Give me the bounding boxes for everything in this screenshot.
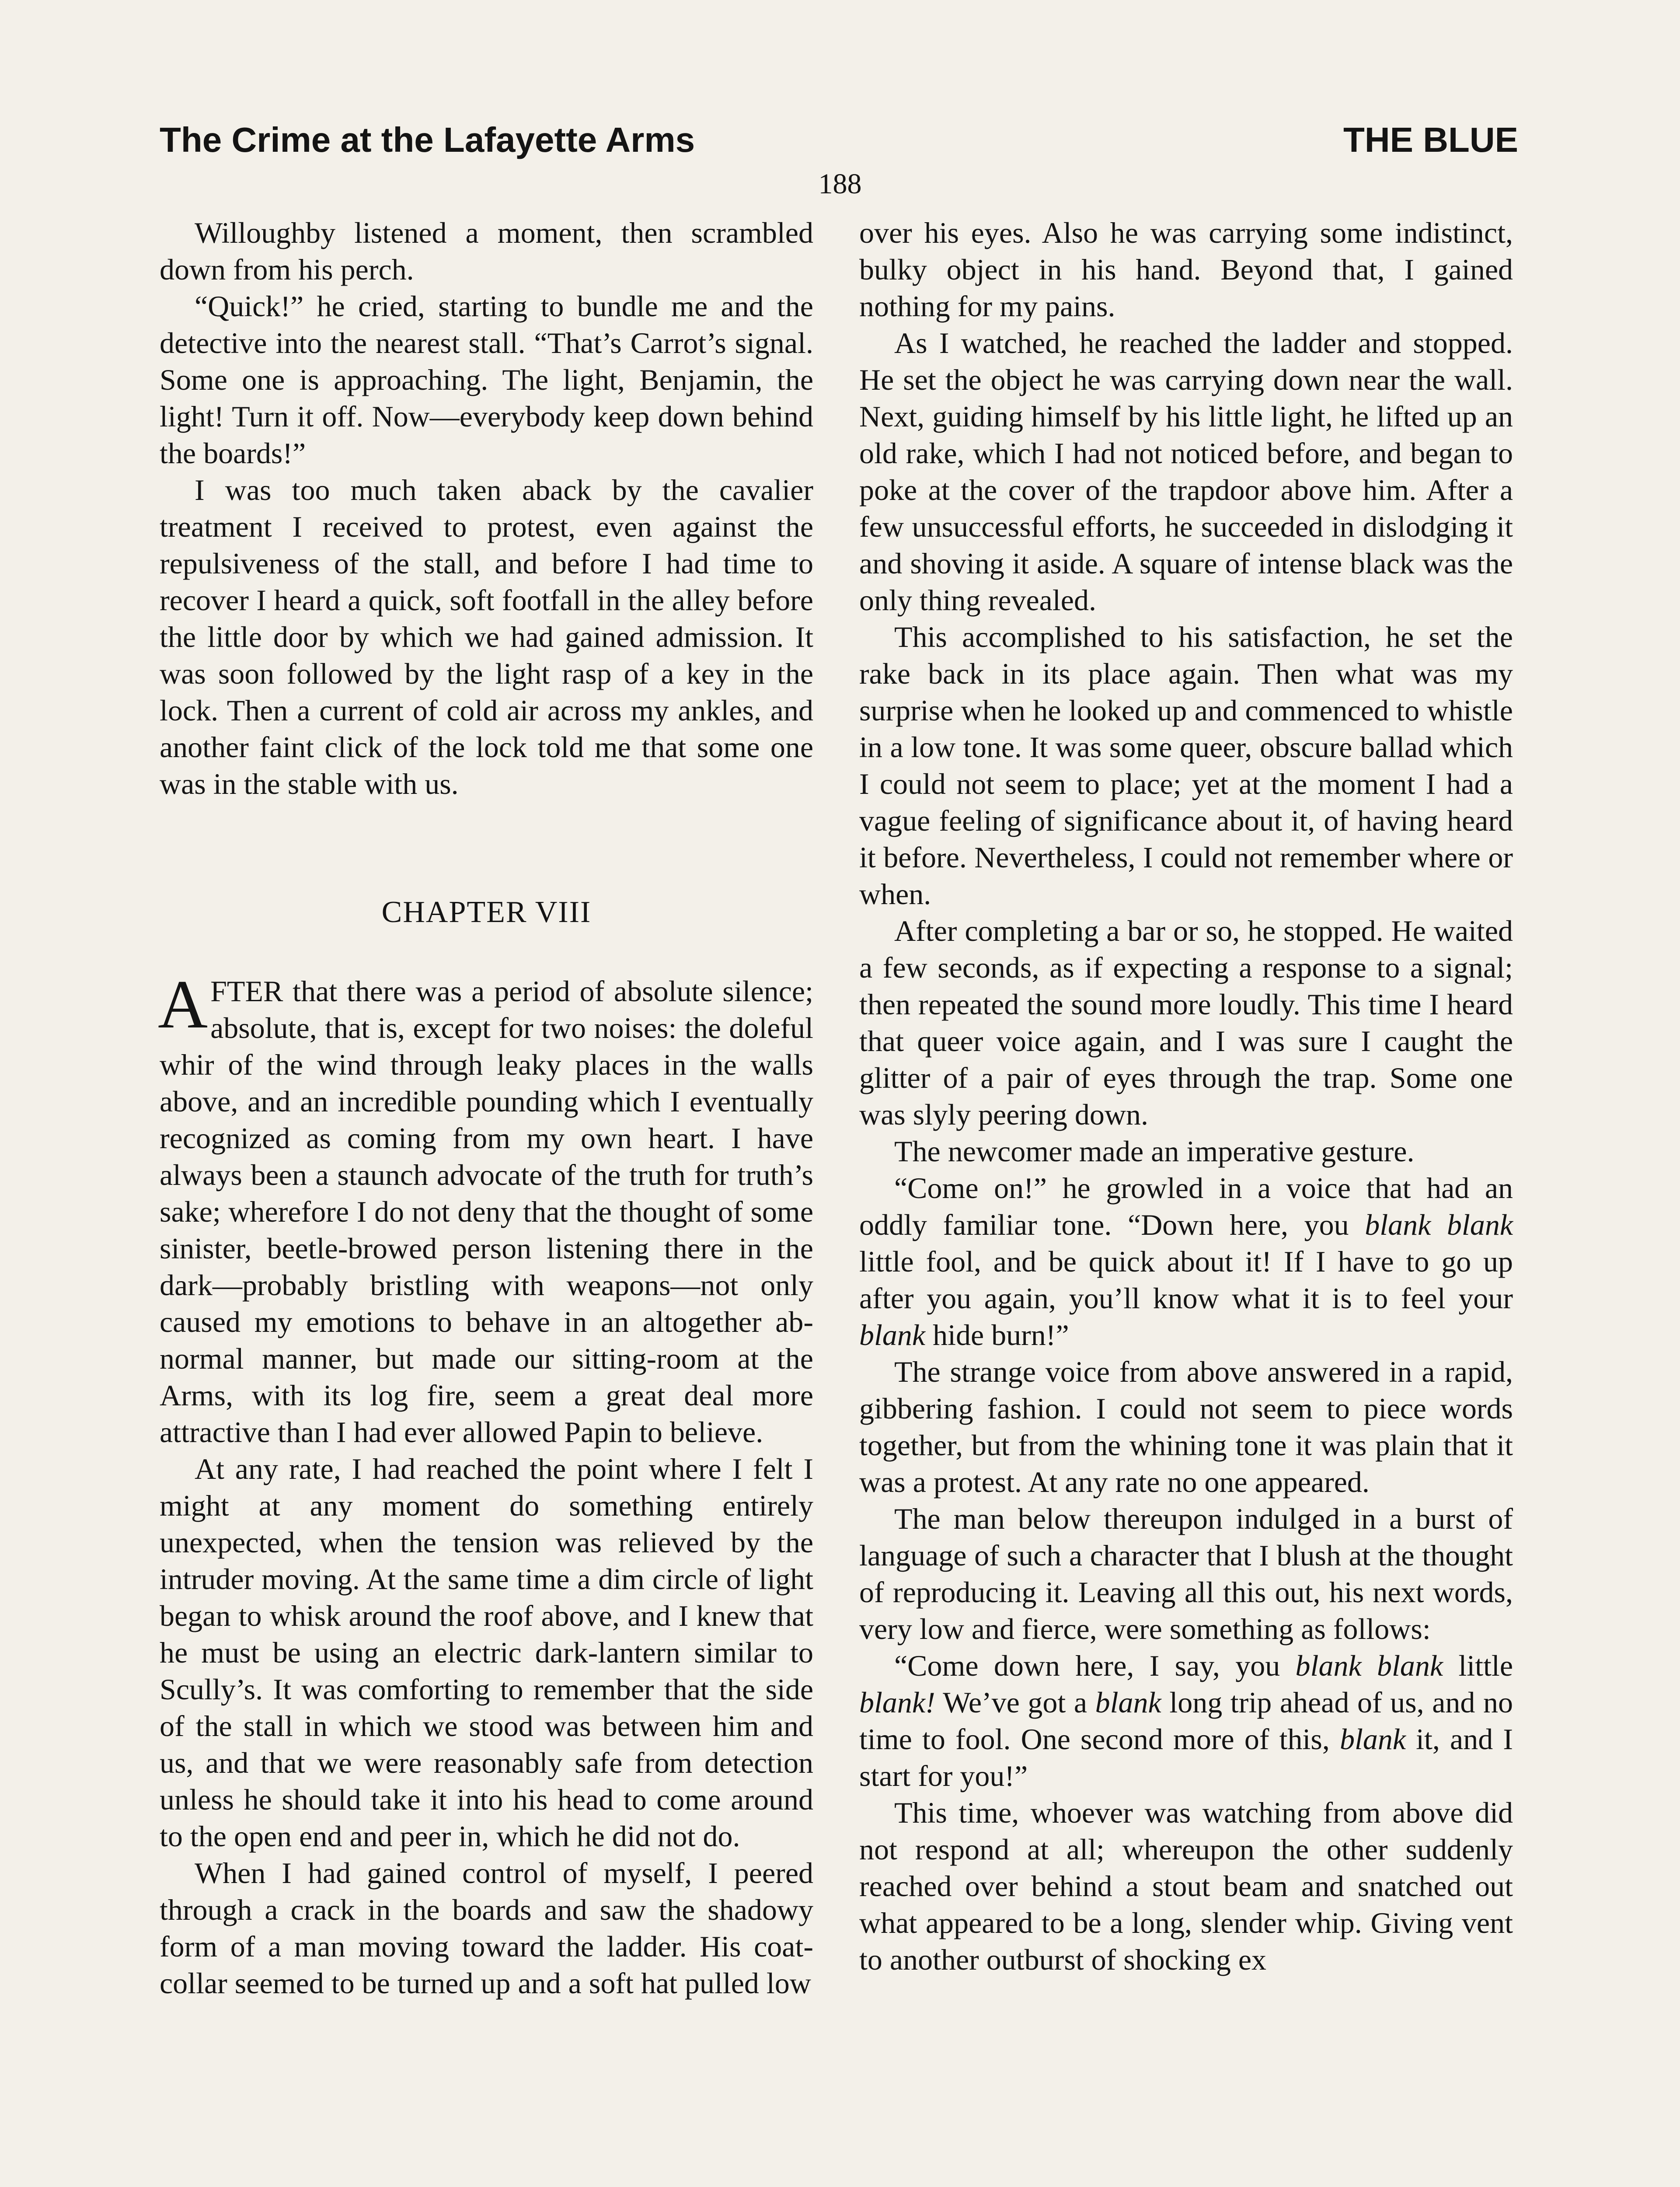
text-run: “Come on!” he growled in a voice that had an oddly familiar tone. “Down here, you xyxy=(859,1171,1513,1241)
drop-cap: A xyxy=(158,966,208,1043)
right-column xyxy=(859,214,1513,1978)
paragraph-text: FTER that there was a period of absolute silence; absolute, that is, except for two noises: the doleful whir of the wind through leaky places in the walls above, and an incredible pounding which I eventually recognized as coming from my own heart. I have always been a staunch advocate of the truth for truth’s sake; wherefore I do not deny that the thought of some sinister, beetle-browed person listening there in the dark—probably bristling with weapons—not only caused my emotions to behave in an altogether abnormal manner, but made our sitting-room at the Arms, with its log fire, seem a great deal more attractive than I had ever allowed Papin to believe. xyxy=(160,975,813,1449)
paragraph: As I watched, he reached the ladder and stopped. He set the object he was carrying down near the wall. Next, guiding himself by his little light, he lifted up an old rake, which I had not noticed before, and began to poke at the cover of the trapdoor above him. After a few unsuccessful efforts, he succeeded in dislodging it and shoving it aside. A square of intense black was the only thing revealed. xyxy=(859,326,1513,617)
chapter-opening-paragraph xyxy=(158,966,813,1450)
text-run: little xyxy=(1443,1649,1513,1682)
text-run: We’ve got a xyxy=(935,1686,1095,1719)
left-column xyxy=(160,214,813,2002)
text-run: “Come down here, I say, you xyxy=(894,1649,1296,1682)
paragraph: The man below thereupon indulged in a burst of language of such a character that I blush at the thought of reproducing it. Leaving all this out, his next words, very low and fierce, were something as follows: xyxy=(859,1502,1513,1645)
paragraph: over his eyes. Also he was carrying some indistinct, bulky object in his hand. Beyond that, I gained nothing for my pains. xyxy=(859,216,1513,323)
paragraph: The strange voice from above answered in a rapid, gibbering fashion. I could not seem to piece words together, but from the whining tone it was plain that it was a protest. At any rate no one appeared. xyxy=(859,1355,1513,1499)
paragraph xyxy=(859,1647,1513,1794)
paragraph: I was too much taken aback by the cavalier treatment I received to protest, even against the repulsiveness of the stall, and before I had time to recover I heard a quick, soft footfall in the alley before the little door by which we had gained admission. It was soon followed by the light rasp of a key in the lock. Then a current of cold air across my ankles, and another faint click of the lock told me that some one was in the stable with us. xyxy=(160,473,813,800)
paragraph: When I had gained control of myself, I peered through a crack in the boards and saw the shadowy form of a man moving toward the ladder. His coat-collar seemed to be turned up and a soft hat pulled low xyxy=(160,1856,813,2000)
italic-text: blank xyxy=(1095,1686,1161,1719)
paragraph: Willoughby listened a moment, then scrambled down from his perch. xyxy=(160,216,813,286)
paragraph: After completing a bar or so, he stopped. He waited a few seconds, as if expecting a response to a signal; then repeated the sound more loudly. This time I heard that queer voice again, and I was sure I caught the glitter of a pair of eyes through the trap. Some one was slyly peering down. xyxy=(859,914,1513,1131)
chapter-heading: CHAPTER VIII xyxy=(381,895,592,929)
paragraph xyxy=(859,1170,1513,1353)
paragraph: The newcomer made an imperative gesture. xyxy=(894,1135,1415,1168)
italic-text: blank xyxy=(1339,1722,1406,1756)
text-run: long trip ahead of us, and no time to fool. One second more of this, xyxy=(859,1686,1513,1756)
text-run: hide burn!” xyxy=(925,1318,1069,1352)
page-number: 188 xyxy=(818,168,862,200)
paragraph: “Quick!” he cried, starting to bundle me and the detective into the nearest stall. “That’s Carrot’s signal. Some one is approaching. The light, Benjamin, the light! Turn it off. Now—everybody keep down behind the boards!” xyxy=(160,290,813,470)
italic-text: blank! xyxy=(859,1686,935,1719)
paragraph: At any rate, I had reached the point where I felt I might at any moment do something entirely unexpected, when the tension was relieved by the intruder moving. At the same time a dim circle of light began to whisk around the roof above, and I knew that he must be using an electric dark-lantern similar to Scully’s. It was comforting to remember that the side of the stall in which we stood was between him and us, and that we were reasonably safe from detection unless he should take it into his head to come around to the open end and peer in, which he did not do. xyxy=(160,1452,813,1853)
italic-text: blank blank xyxy=(1295,1649,1443,1682)
paragraph: This accomplished to his satisfaction, he set the rake back in its place again. Then what was my surprise when he looked up and commenced to whistle in a low tone. It was some queer, obscure ballad which I could not seem to place; yet at the moment I had a vague feeling of significance about it, of having heard it before. Nevertheless, I could not remember where or when. xyxy=(859,620,1513,911)
running-head-magazine: THE BLUE xyxy=(1343,120,1518,159)
italic-text: blank xyxy=(859,1318,926,1352)
text-run: little fool, and be quick about it! If I have to go up after you again, you’ll know what it is to feel your xyxy=(859,1245,1513,1315)
italic-text: blank blank xyxy=(1365,1208,1513,1241)
text-run: it, and I start for you!” xyxy=(859,1722,1513,1792)
running-head-title: The Crime at the Lafayette Arms xyxy=(160,120,695,159)
paragraph: This time, whoever was watching from above did not respond at all; whereupon the other suddenly reached over behind a stout beam and snatched out what appeared to be a long, slender whip. Giving vent to another outburst of shocking ex xyxy=(859,1796,1513,1976)
